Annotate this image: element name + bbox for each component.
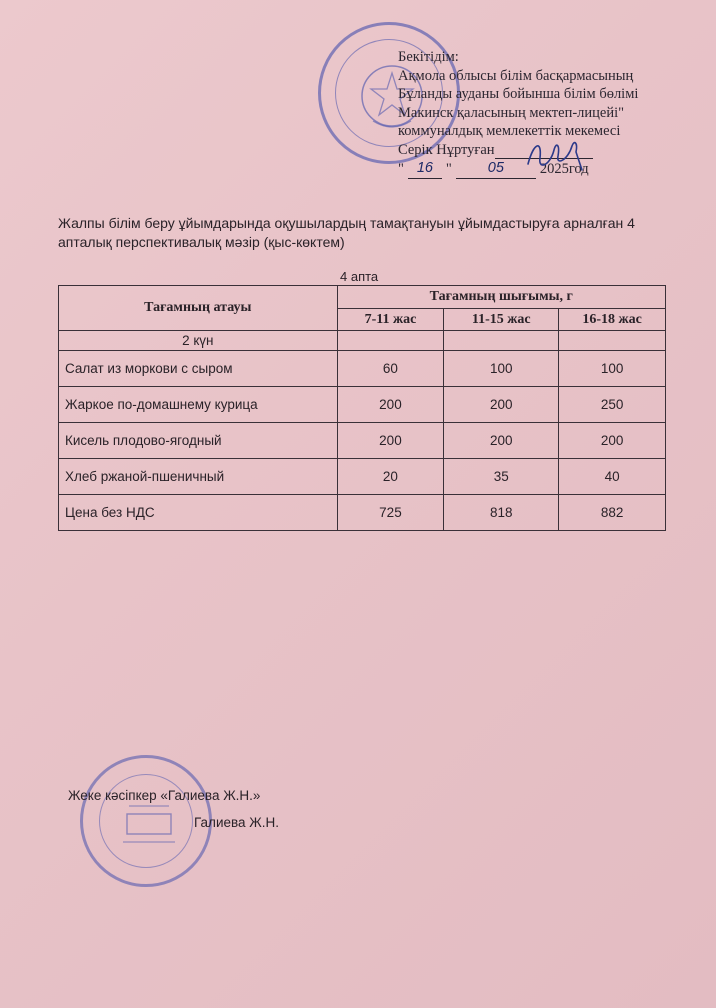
week-label: 4 апта [340, 269, 379, 284]
table-row [59, 459, 666, 495]
day-empty-cell [444, 331, 559, 351]
date-close-quote: " [445, 161, 452, 177]
header-dish-name: Тағамның атауы [59, 286, 338, 331]
document-title: Жалпы білім беру ұйымдарында оқушылардың тамақтануын ұйымдастыруға арналған 4 апталық перспективалық мәзір (қыс-көктем) [58, 215, 635, 250]
price-16-18: 882 [559, 495, 666, 531]
approval-label: Бекітідім: [398, 49, 459, 65]
header-age-7-11: 7-11 жас [337, 309, 444, 331]
date-year: 2025год [539, 161, 589, 177]
price-11-15: 818 [444, 495, 559, 531]
seller-seal-stamp [80, 755, 212, 887]
table-day-row [59, 331, 666, 351]
table-row [59, 423, 666, 459]
date-day: 16 [408, 159, 442, 179]
yield-16-18: 200 [559, 423, 666, 459]
yield-16-18: 250 [559, 387, 666, 423]
yield-16-18: 100 [559, 351, 666, 387]
header-age-11-15: 11-15 жас [444, 309, 559, 331]
table-row [59, 387, 666, 423]
price-7-11: 725 [337, 495, 444, 531]
day-label: 2 күн [59, 331, 338, 351]
date-open-quote: " [398, 161, 404, 177]
yield-7-11: 200 [337, 423, 444, 459]
header-yield: Тағамның шығымы, г [337, 286, 665, 309]
table-header-row [59, 286, 666, 309]
approval-org-line-2: Бұланды ауданы бойынша білім бөлімі [398, 86, 639, 102]
director-name: Серік Нұртуған [398, 141, 495, 158]
table-row [59, 351, 666, 387]
table-row [59, 495, 666, 531]
date-month: 05 [456, 159, 536, 179]
dish-name: Хлеб ржаной-пшеничный [59, 459, 338, 495]
yield-11-15: 200 [444, 423, 559, 459]
yield-11-15: 200 [444, 387, 559, 423]
approval-org-line-4: коммуналдық мемлекеттік мекемесі [398, 123, 621, 139]
yield-11-15: 35 [444, 459, 559, 495]
dish-name: Салат из моркови с сыром [59, 351, 338, 387]
seller-line: Жеке кәсіпкер «Галиева Ж.Н.» [68, 788, 261, 803]
dish-name: Кисель плодово-ягодный [59, 423, 338, 459]
yield-7-11: 20 [337, 459, 444, 495]
yield-11-15: 100 [444, 351, 559, 387]
yield-7-11: 60 [337, 351, 444, 387]
price-label: Цена без НДС [59, 495, 338, 531]
approval-org-line-1: Ақмола облысы білім басқармасының [398, 67, 634, 84]
dish-name: Жаркое по-домашнему курица [59, 387, 338, 423]
approval-org-line-3: Макинск қаласының мектеп-лицейі" [398, 104, 625, 121]
day-empty-cell [337, 331, 444, 351]
menu-table [58, 285, 666, 531]
yield-7-11: 200 [337, 387, 444, 423]
header-age-16-18: 16-18 жас [559, 309, 666, 331]
yield-16-18: 40 [559, 459, 666, 495]
seller-signatory: Галиева Ж.Н. [194, 815, 279, 830]
day-empty-cell [559, 331, 666, 351]
director-signature-icon [520, 136, 590, 176]
